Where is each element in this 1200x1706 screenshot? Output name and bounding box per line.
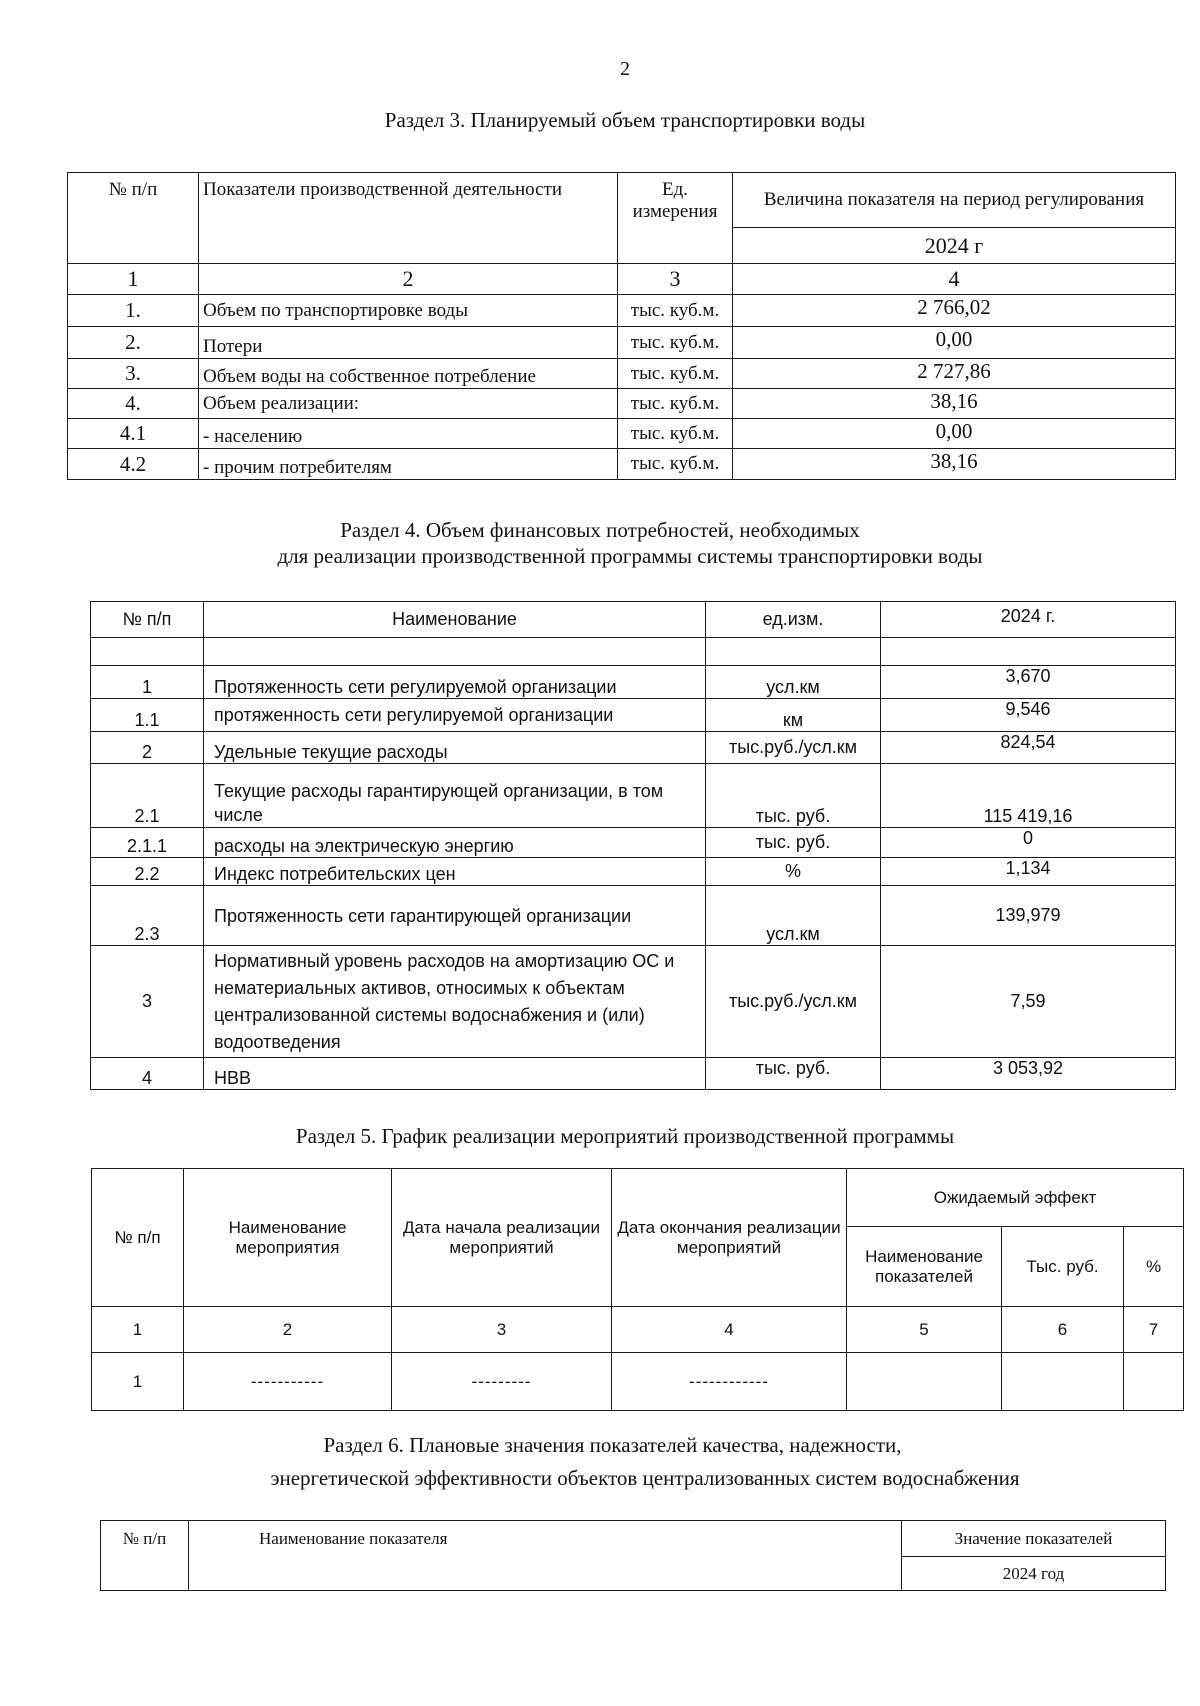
s5-row-name: ----------- (184, 1353, 392, 1411)
s4-row-value: 824,54 (881, 732, 1176, 764)
s4-header-num: № п/п (91, 602, 204, 638)
s5-header-start: Дата начала реализации мероприятий (392, 1169, 612, 1307)
s4-row-num: 2.3 (91, 886, 204, 946)
table-row (92, 1353, 1184, 1411)
s3-row-value: 0,00 (733, 419, 1176, 449)
s3-colnum: 2 (199, 264, 618, 295)
s3-row-name: Объем по транспортировке воды (199, 295, 618, 327)
page-number: 2 (620, 58, 630, 80)
s5-colnum: 3 (392, 1307, 612, 1353)
table-row (91, 666, 1176, 699)
s4-row-num: 4 (91, 1058, 204, 1090)
table-row (91, 858, 1176, 886)
s4-header-unit: ед.изм. (706, 602, 881, 638)
s4-row-value: 9,546 (881, 699, 1176, 732)
s4-row-value: 1,134 (881, 858, 1176, 886)
s3-header-unit: Ед. измерения (618, 173, 733, 264)
s3-colnum: 3 (618, 264, 733, 295)
s4-header-name: Наименование (204, 602, 706, 638)
s5-colnum: 2 (184, 1307, 392, 1353)
s6-header-name: Наименование показателя (189, 1521, 902, 1591)
s3-row-unit: тыс. куб.м. (618, 359, 733, 389)
s3-row-name: Потери (199, 327, 618, 359)
s3-row-num: 3. (68, 359, 199, 389)
s5-colnum: 7 (1124, 1307, 1184, 1353)
s3-row-value: 38,16 (733, 389, 1176, 419)
s6-header-num: № п/п (101, 1521, 189, 1591)
table-row (91, 699, 1176, 732)
s3-row-value: 2 766,02 (733, 295, 1176, 327)
s3-colnum: 1 (68, 264, 199, 295)
s5-header-percent: % (1124, 1227, 1184, 1307)
s4-row-unit: тыс.руб./усл.км (706, 946, 881, 1058)
s4-row-unit: км (706, 699, 881, 732)
table-row (68, 327, 1176, 359)
s4-row-value: 115 419,16 (881, 764, 1176, 828)
s5-col-numbers (92, 1307, 1184, 1353)
s4-row-name: Нормативный уровень расходов на амортизацию ОС и нематериальных активов, относимых к объектам централизованной системы водоснабжения и (или) водоотведения (204, 946, 706, 1058)
section5-title: Раздел 5. График реализации мероприятий производственной программы (295, 1124, 955, 1148)
s4-row-unit: тыс. руб. (706, 1058, 881, 1090)
table-row (91, 946, 1176, 1058)
empty-cell (204, 638, 706, 666)
s3-row-name: - населению (199, 419, 618, 449)
s5-header-name: Наименование мероприятия (184, 1169, 392, 1307)
empty-cell (1124, 1353, 1184, 1411)
s3-row-num: 2. (68, 327, 199, 359)
section4-table (90, 601, 1176, 1090)
s3-col-numbers (68, 264, 1176, 295)
section3-table (67, 172, 1176, 480)
table-row (91, 886, 1176, 946)
s4-row-num: 1.1 (91, 699, 204, 732)
table-row (68, 295, 1176, 327)
section6-table (100, 1520, 1166, 1591)
s4-row-unit: тыс. руб. (706, 764, 881, 828)
s3-row-name: Объем воды на собственное потребление (199, 359, 618, 389)
s4-row-name: протяженность сети регулируемой организации (204, 699, 706, 732)
s4-row-value: 3 053,92 (881, 1058, 1176, 1090)
s3-header-num: № п/п (68, 173, 199, 264)
table-row (68, 359, 1176, 389)
s4-row-name: НВВ (204, 1058, 706, 1090)
s4-row-name: расходы на электрическую энергию (204, 828, 706, 858)
table-row (91, 764, 1176, 828)
s5-header-indicator: Наименование показателей (847, 1227, 1002, 1307)
s3-row-unit: тыс. куб.м. (618, 327, 733, 359)
section6-title-line2: энергетической эффективности объектов централизованных систем водоснабжения (270, 1466, 1020, 1490)
s4-row-num: 3 (91, 946, 204, 1058)
section3-title: Раздел 3. Планируемый объем транспортировки воды (384, 108, 866, 132)
empty-cell (881, 638, 1176, 666)
s4-row-unit: усл.км (706, 886, 881, 946)
table-row (91, 828, 1176, 858)
s3-row-value: 2 727,86 (733, 359, 1176, 389)
s4-row-value: 7,59 (881, 946, 1176, 1058)
empty-cell (706, 638, 881, 666)
s4-row-num: 2.1.1 (91, 828, 204, 858)
s4-row-name: Текущие расходы гарантирующей организации, в том числе (204, 764, 706, 828)
empty-cell (847, 1353, 1002, 1411)
s4-row-num: 2 (91, 732, 204, 764)
empty-cell (91, 638, 204, 666)
table-row (91, 732, 1176, 764)
s4-row-num: 2.2 (91, 858, 204, 886)
s5-colnum: 4 (612, 1307, 847, 1353)
empty-cell (1002, 1353, 1124, 1411)
s6-header-year: 2024 год (902, 1557, 1166, 1591)
s3-row-unit: тыс. куб.м. (618, 449, 733, 480)
section4-title-line2: для реализации производственной программы системы транспортировки воды (277, 544, 983, 568)
s4-row-unit: усл.км (706, 666, 881, 699)
section6-title-line1: Раздел 6. Плановые значения показателей качества, надежности, (323, 1433, 902, 1457)
s3-header-indicator: Показатели производственной деятельности (199, 173, 618, 264)
s5-header-effect: Ожидаемый эффект (847, 1169, 1184, 1227)
s3-row-unit: тыс. куб.м. (618, 295, 733, 327)
s3-row-unit: тыс. куб.м. (618, 419, 733, 449)
s5-header-end: Дата окончания реализации мероприятий (612, 1169, 847, 1307)
s5-colnum: 5 (847, 1307, 1002, 1353)
s3-row-value: 38,16 (733, 449, 1176, 480)
s4-row-name: Удельные текущие расходы (204, 732, 706, 764)
s5-row-start: --------- (392, 1353, 612, 1411)
s5-row-num: 1 (92, 1353, 184, 1411)
section4-title-line1: Раздел 4. Объем финансовых потребностей, необходимых (340, 518, 860, 542)
s4-row-value: 139,979 (881, 886, 1176, 946)
s3-row-num: 1. (68, 295, 199, 327)
section5-table (91, 1168, 1184, 1411)
s4-row-num: 2.1 (91, 764, 204, 828)
s3-row-unit: тыс. куб.м. (618, 389, 733, 419)
s3-row-name: Объем реализации: (199, 389, 618, 419)
s4-row-name: Протяженность сети регулируемой организации (204, 666, 706, 699)
s3-row-value: 0,00 (733, 327, 1176, 359)
s4-row-name: Индекс потребительских цен (204, 858, 706, 886)
s3-row-name: - прочим потребителям (199, 449, 618, 480)
table-row (68, 449, 1176, 480)
s4-header-year: 2024 г. (881, 602, 1176, 638)
s4-row-num: 1 (91, 666, 204, 699)
s5-row-end: ------------ (612, 1353, 847, 1411)
s4-row-value: 0 (881, 828, 1176, 858)
s5-colnum: 6 (1002, 1307, 1124, 1353)
s4-row-value: 3,670 (881, 666, 1176, 699)
s4-row-unit: % (706, 858, 881, 886)
s4-row-unit: тыс.руб./усл.км (706, 732, 881, 764)
s3-row-num: 4.2 (68, 449, 199, 480)
s3-header-year: 2024 г (733, 228, 1176, 264)
s4-empty-row (91, 638, 1176, 666)
s3-row-num: 4. (68, 389, 199, 419)
s4-row-unit: тыс. руб. (706, 828, 881, 858)
s3-colnum: 4 (733, 264, 1176, 295)
s5-header-num: № п/п (92, 1169, 184, 1307)
table-row (68, 389, 1176, 419)
s3-row-num: 4.1 (68, 419, 199, 449)
s6-header-value: Значение показателей (902, 1521, 1166, 1557)
s5-colnum: 1 (92, 1307, 184, 1353)
s3-header-value: Величина показателя на период регулирования (733, 173, 1176, 228)
s4-row-name: Протяженность сети гарантирующей организации (204, 886, 706, 946)
table-row (91, 1058, 1176, 1090)
table-row (68, 419, 1176, 449)
s5-header-rub: Тыс. руб. (1002, 1227, 1124, 1307)
